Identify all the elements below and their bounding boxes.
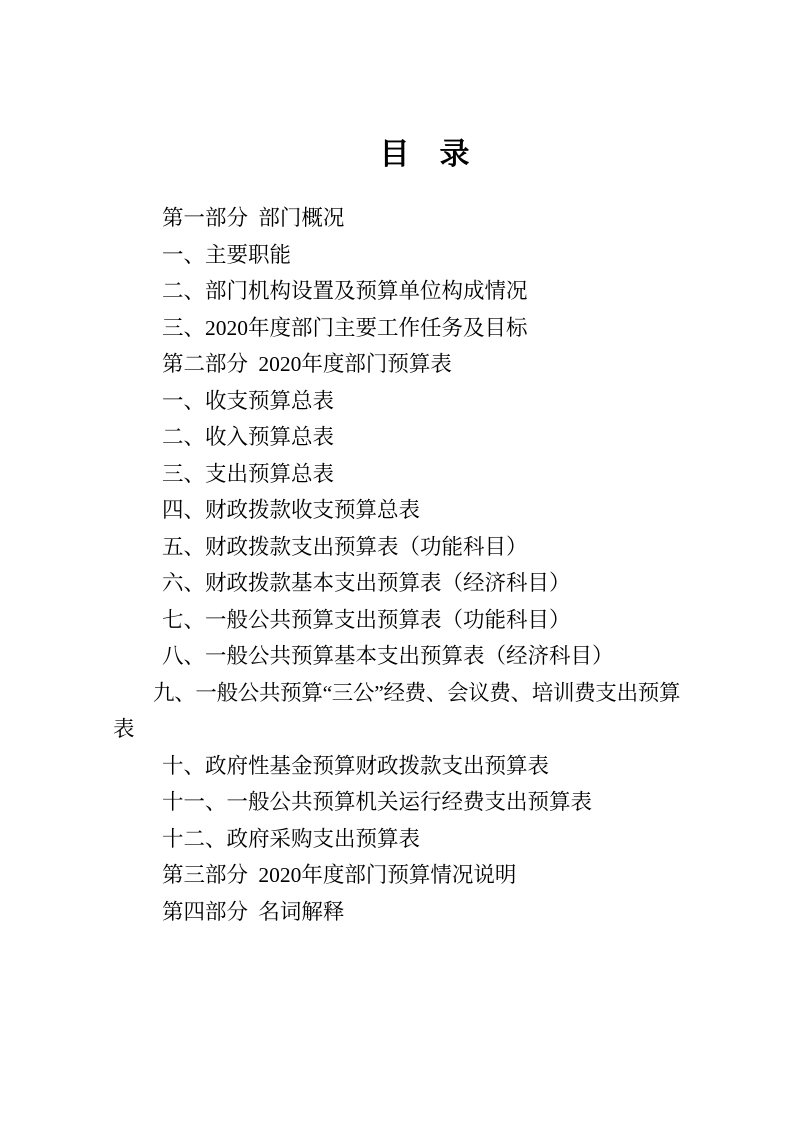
toc-line-part2-item5: 五、财政拨款支出预算表（功能科目） [162,534,528,559]
toc-line-part2-item4: 四、财政拨款收支预算总表 [162,498,421,522]
toc-line-part2-item8: 八、一般公共预算基本支出预算表（经济科目） [162,644,614,668]
toc-line-part4: 第四部分 名词解释 [162,899,345,924]
toc-line-part2-item9: 九、一般公共预算“三公”经费、会议费、培训费支出预算 [153,680,680,705]
toc-line-part1-item3: 三、2020年度部门主要工作任务及目标 [162,315,528,340]
toc-line-part2-item2: 二、收入预算总表 [162,425,335,449]
toc-line-part1: 第一部分 部门概况 [162,206,345,230]
toc-line-part2: 第二部分 2020年度部门预算表 [162,352,452,376]
toc-line-part2-item11: 十一、一般公共预算机关运行经费支出预算表 [162,790,593,814]
toc-line-part1-item2: 二、部门机构设置及预算单位构成情况 [162,279,528,303]
toc-line-part2-item9-continuation: 表 [113,717,135,741]
toc-line-part1-item1: 一、主要职能 [162,242,292,267]
toc-line-part2-item10: 十、政府性基金预算财政拨款支出预算表 [162,753,550,778]
table-of-contents [113,200,680,930]
toc-line-part2-item3: 三、支出预算总表 [162,461,335,486]
toc-line-part3: 第三部分 2020年度部门预算情况说明 [162,863,517,887]
toc-line-part2-item1: 一、收支预算总表 [162,388,335,413]
toc-line-part2-item6: 六、财政拨款基本支出预算表（经济科目） [162,571,571,595]
toc-line-part2-item7: 七、一般公共预算支出预算表（功能科目） [162,607,571,632]
toc-line-part2-item12: 十二、政府采购支出预算表 [162,826,421,851]
page-title: 目 录 [379,138,470,171]
